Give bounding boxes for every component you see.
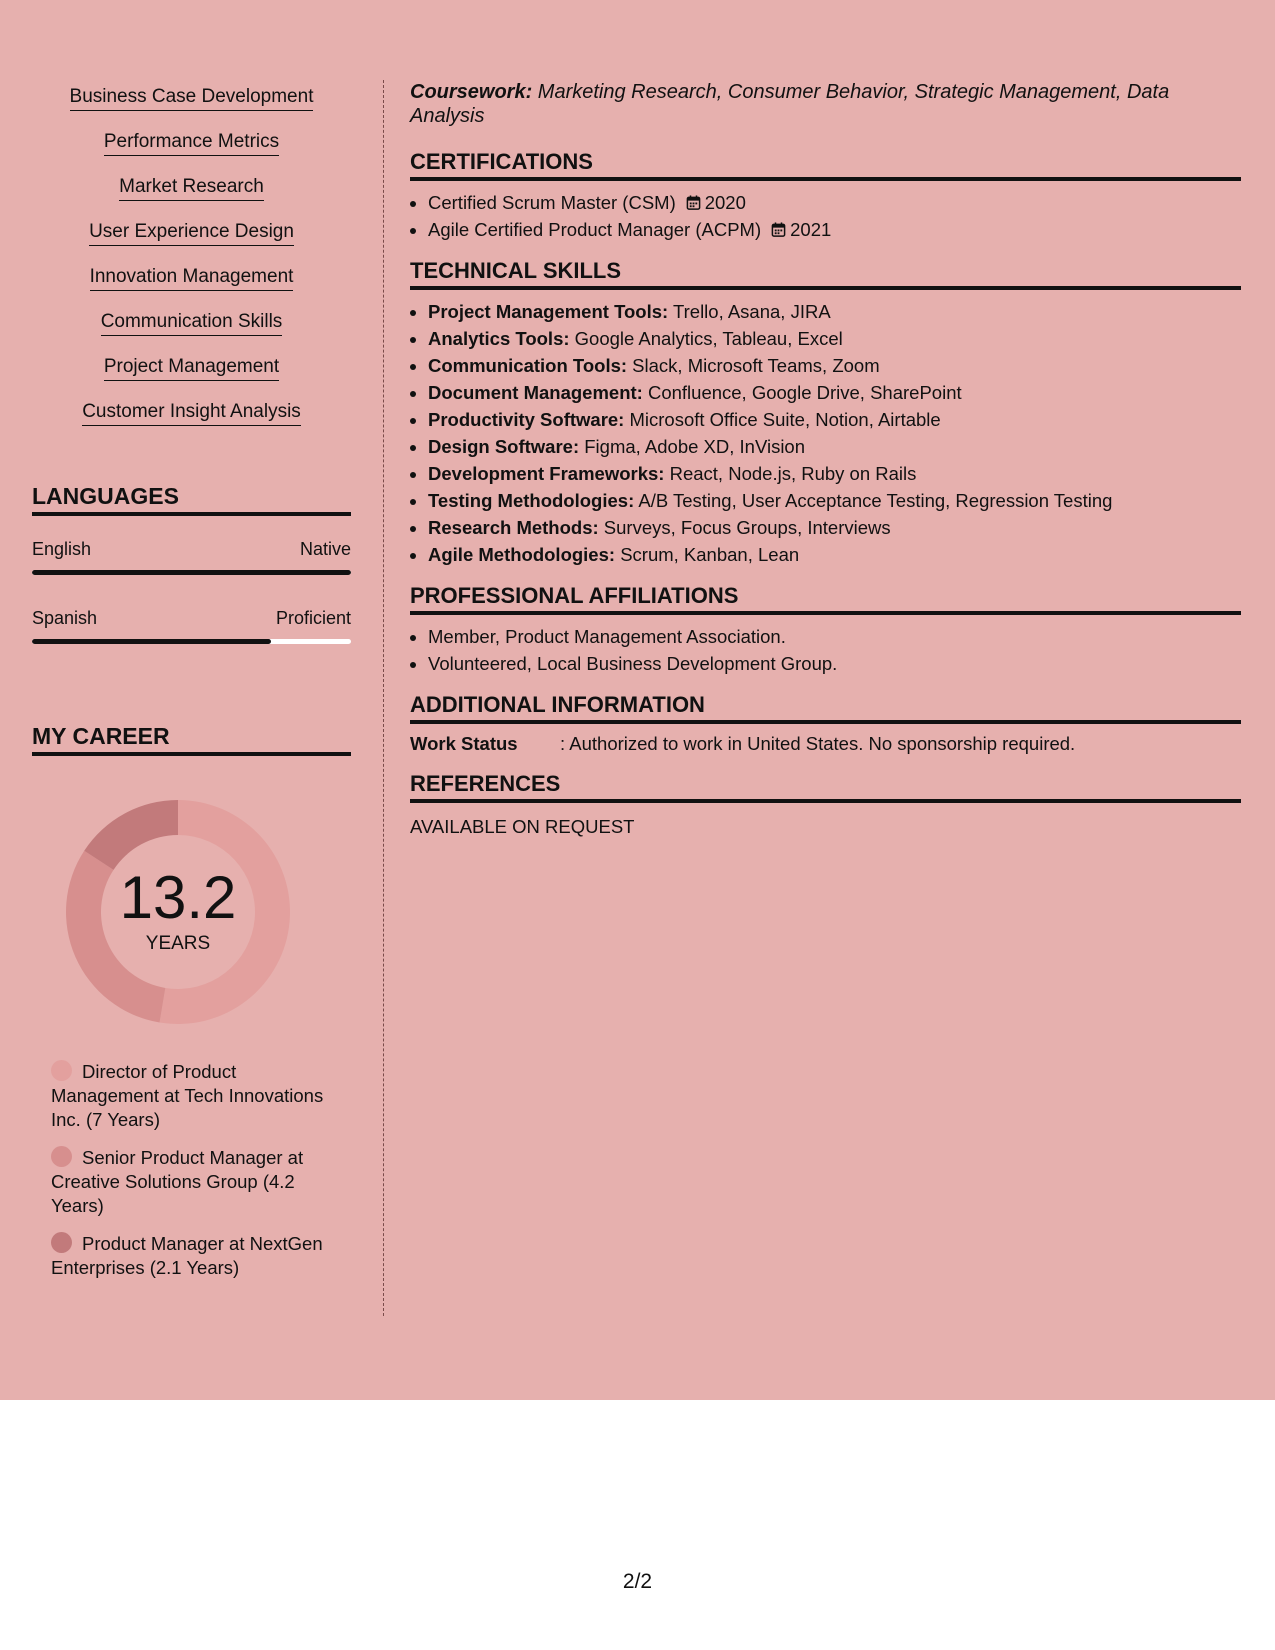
language-english: [32, 538, 351, 575]
career-legend: [51, 1060, 336, 1294]
technical-skill-item: • Agile Methodologies: Scrum, Kanban, Lean: [428, 541, 1241, 568]
certifications-section: [410, 148, 1241, 243]
language-bar-fill: [32, 570, 351, 575]
coursework-text: Marketing Research, Consumer Behavior, Strategic Management, Data Analysis: [410, 81, 1170, 127]
work-status-label: Work Status: [410, 733, 518, 754]
technical-skills-list: [410, 298, 1241, 568]
skill-item: Communication Skills: [32, 311, 351, 356]
technical-skills-section: [410, 257, 1241, 568]
legend-dot: [51, 1060, 72, 1081]
skill-item: Customer Insight Analysis: [32, 401, 351, 446]
technical-skill-item: • Communication Tools: Slack, Microsoft Teams, Zoom: [428, 352, 1241, 379]
technical-skill-item: • Analytics Tools: Google Analytics, Tableau, Excel: [428, 325, 1241, 352]
skill-item: Business Case Development: [32, 86, 351, 131]
legend-item: [51, 1146, 336, 1218]
skill-item: Project Management: [32, 356, 351, 401]
legend-dot: [51, 1232, 72, 1253]
certifications-list: [410, 189, 1241, 243]
skill-item: User Experience Design: [32, 221, 351, 266]
language-level: Proficient: [275, 608, 351, 628]
additional-info-heading: ADDITIONAL INFORMATION: [410, 691, 1241, 724]
language-name: Spanish: [32, 608, 98, 628]
work-status: [410, 732, 1241, 756]
skill-item: Market Research: [32, 176, 351, 221]
legend-label: Senior Product Manager at Creative Solutions Group (4.2 Years): [51, 1147, 304, 1216]
career-total-years: 13.2: [119, 864, 237, 931]
language-level: Native: [299, 539, 351, 559]
language-bar-fill: [32, 639, 271, 644]
legend-item: [51, 1232, 336, 1280]
donut-slice: [84, 800, 178, 870]
legend-dot: [51, 1146, 72, 1167]
skills-list: [32, 86, 351, 446]
affiliation-item: • Member, Product Management Association.: [428, 623, 1241, 650]
legend-label: Director of Product Management at Tech Innovations Inc. (7 Years): [51, 1061, 324, 1130]
coursework: [410, 80, 1241, 128]
technical-skill-item: • Document Management: Confluence, Google Drive, SharePoint: [428, 379, 1241, 406]
certification-item: • Agile Certified Product Manager (ACPM) 2021: [428, 216, 1241, 243]
calendar-icon: [686, 195, 701, 210]
left-column: [32, 86, 351, 1278]
affiliations-section: [410, 582, 1241, 677]
right-column: [410, 80, 1241, 839]
technical-skill-item: • Development Frameworks: React, Node.js, Ruby on Rails: [428, 460, 1241, 487]
calendar-icon: [771, 222, 786, 237]
references-heading: REFERENCES: [410, 770, 1241, 803]
affiliation-item: • Volunteered, Local Business Development Group.: [428, 650, 1241, 677]
work-status-value: : Authorized to work in United States. No sponsorship required.: [560, 733, 1076, 754]
legend-item: [51, 1060, 336, 1132]
skill-item: Performance Metrics: [32, 131, 351, 176]
career-heading: MY CAREER: [32, 722, 351, 756]
certification-year: 2020: [704, 192, 746, 213]
language-name: English: [32, 539, 92, 559]
legend-label: Product Manager at NextGen Enterprises (2.1 Years): [51, 1233, 323, 1278]
technical-skill-item: • Testing Methodologies: A/B Testing, User Acceptance Testing, Regression Testing: [428, 487, 1241, 514]
certification-year: 2021: [790, 219, 832, 240]
technical-skill-item: • Research Methods: Surveys, Focus Groups, Interviews: [428, 514, 1241, 541]
skill-item: Innovation Management: [32, 266, 351, 311]
affiliations-list: [410, 623, 1241, 677]
language-spanish: [32, 607, 351, 644]
certification-item: • Certified Scrum Master (CSM) 2020: [428, 189, 1241, 216]
column-divider: [383, 80, 384, 1316]
page-number: 2/2: [622, 1570, 653, 1593]
references-text: AVAILABLE ON REQUEST: [410, 816, 635, 837]
coursework-label: Coursework:: [410, 81, 533, 103]
language-bar: [32, 639, 351, 644]
affiliations-heading: PROFESSIONAL AFFILIATIONS: [410, 582, 1241, 615]
certifications-heading: CERTIFICATIONS: [410, 148, 1241, 181]
technical-skills-heading: TECHNICAL SKILLS: [410, 257, 1241, 290]
technical-skill-item: • Project Management Tools: Trello, Asana, JIRA: [428, 298, 1241, 325]
technical-skill-item: • Productivity Software: Microsoft Office Suite, Notion, Airtable: [428, 406, 1241, 433]
language-bar: [32, 570, 351, 575]
references-section: [410, 770, 1241, 839]
career-total-unit: YEARS: [145, 933, 211, 954]
languages-heading: LANGUAGES: [32, 482, 351, 516]
additional-info-section: [410, 691, 1241, 756]
technical-skill-item: • Design Software: Figma, Adobe XD, InVision: [428, 433, 1241, 460]
